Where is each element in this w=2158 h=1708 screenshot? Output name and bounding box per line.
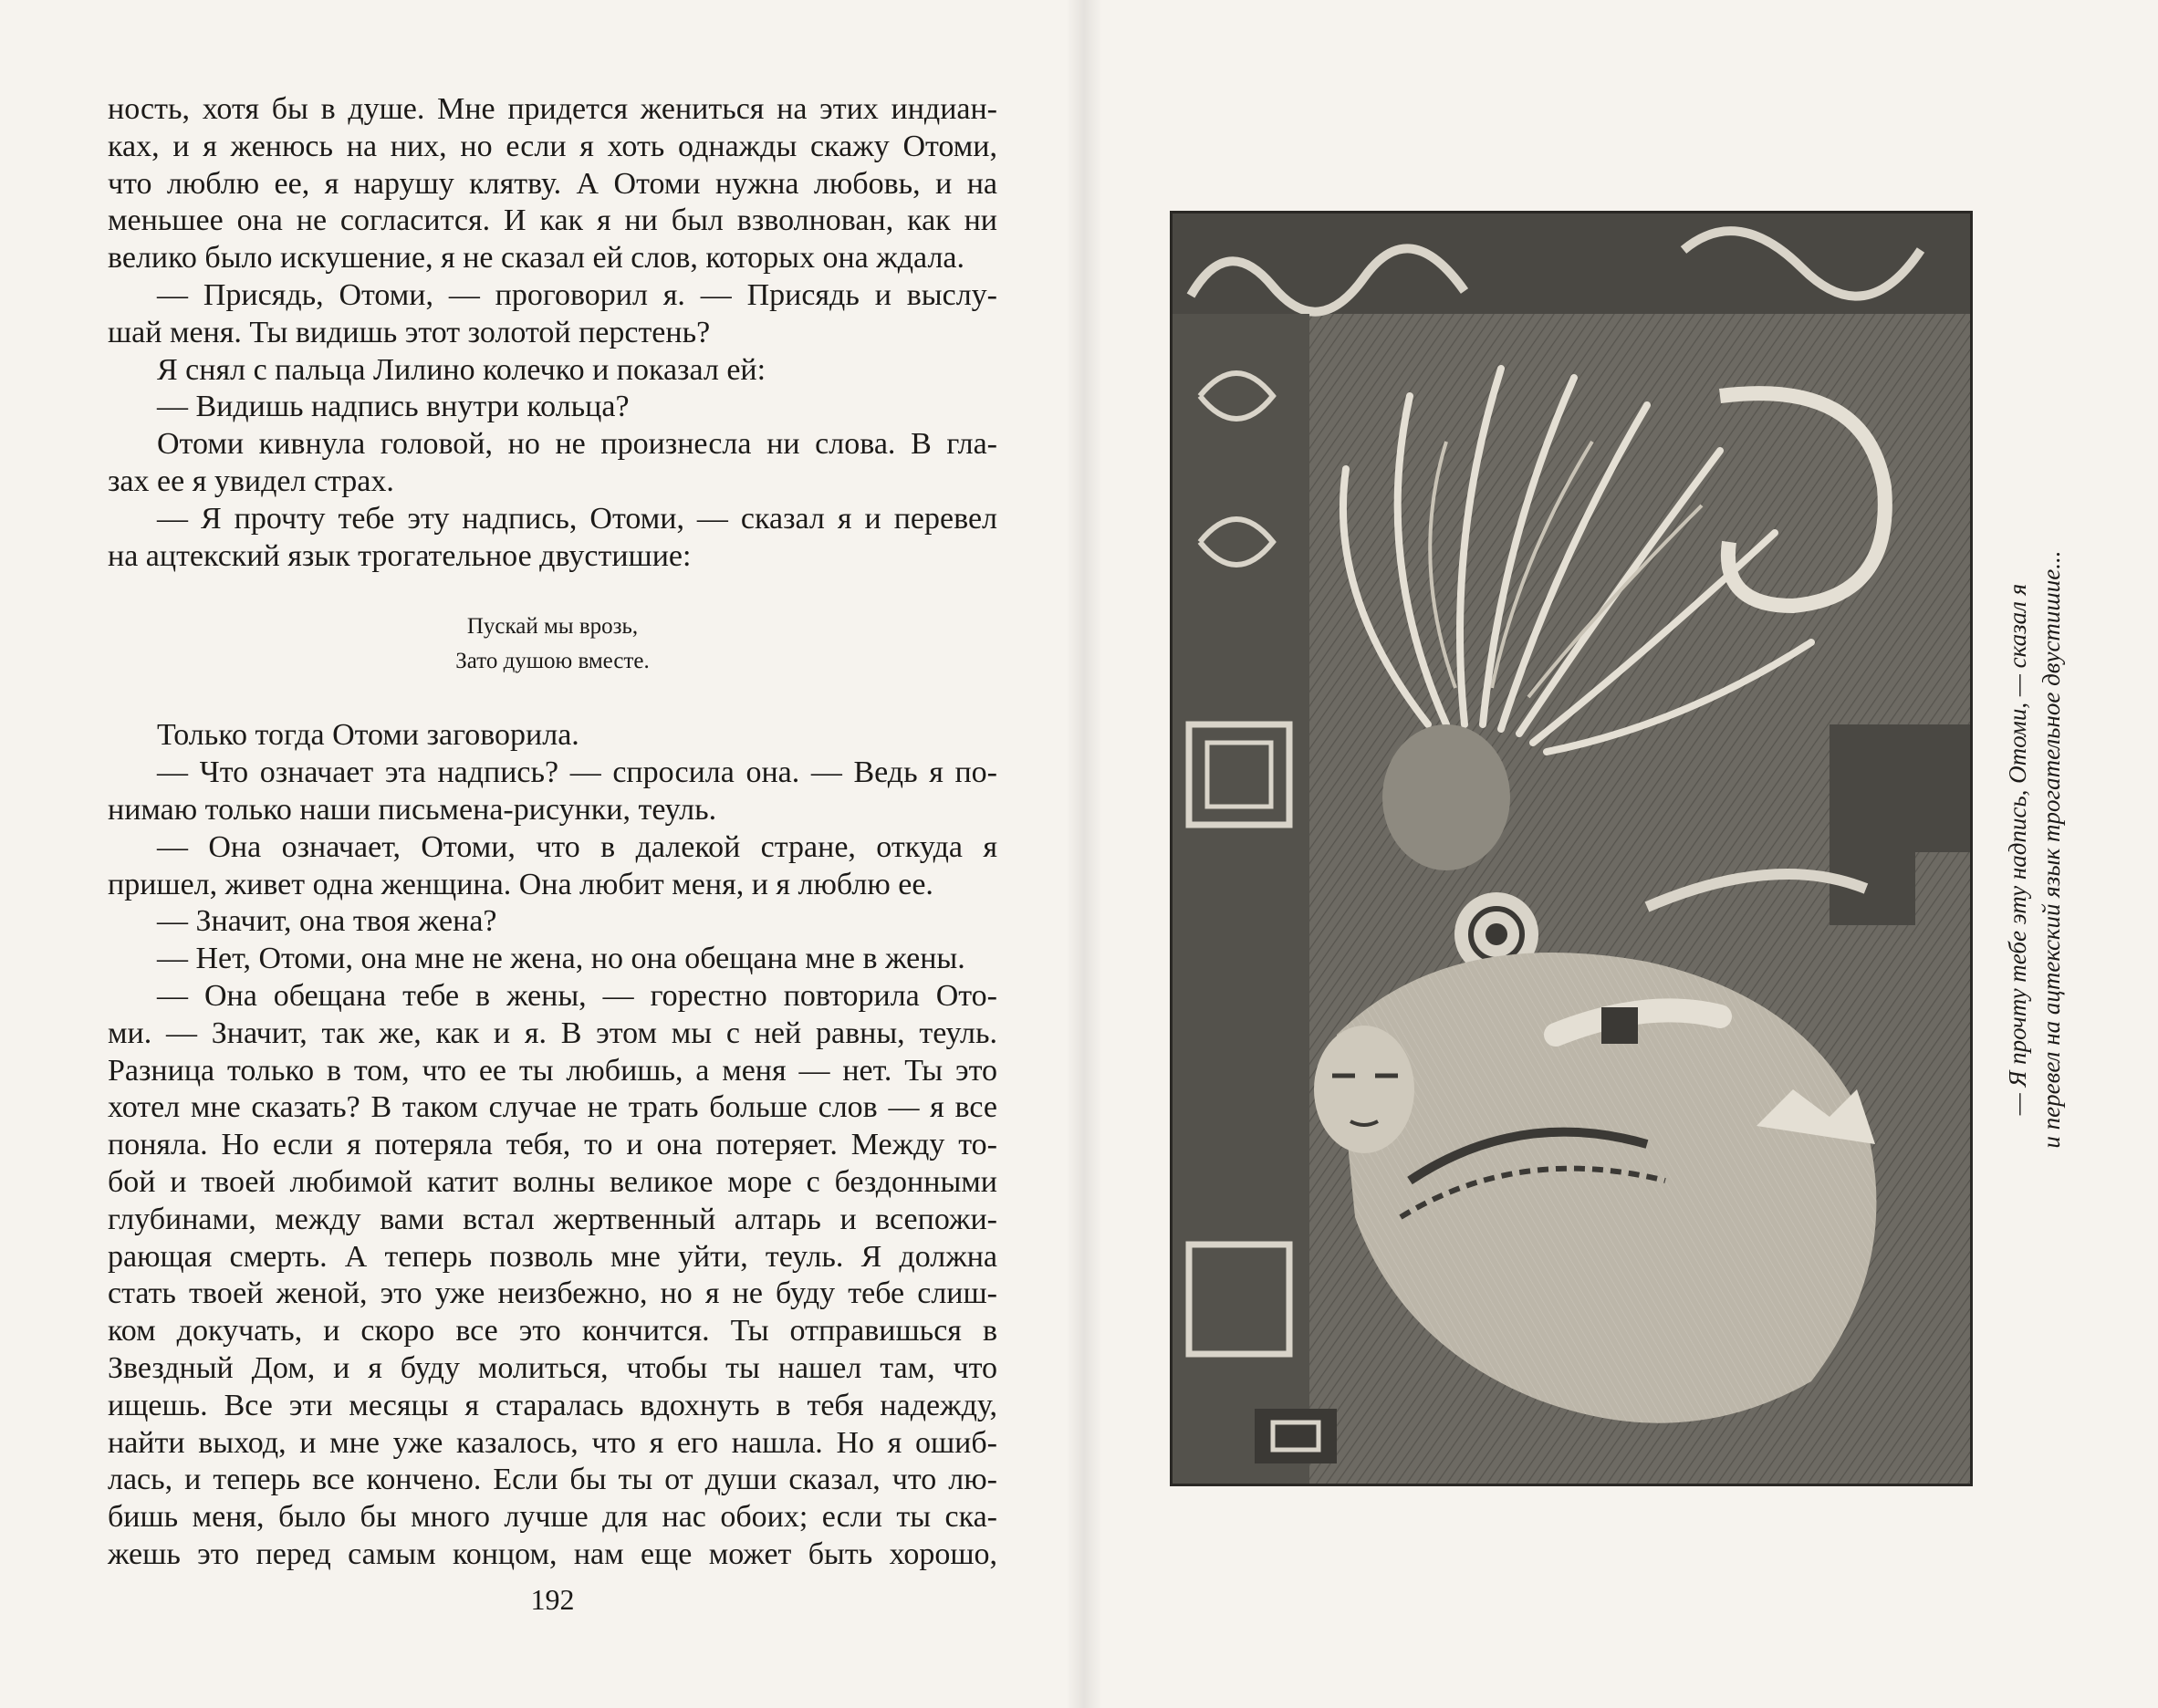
poem-line: Зато душою вместе.	[455, 649, 650, 674]
text-line: что люблю ее, я нарушу клятву. А Отоми нужна любовь, и на	[108, 166, 997, 201]
text-line: шай меня. Ты видишь этот золотой перстень?	[108, 315, 711, 349]
text-line: поняла. Но если я потеряла тебя, то и она потеряет. Между то-	[108, 1128, 997, 1162]
text-line: — Она означает, Отоми, что в далекой стране, откуда я	[157, 829, 997, 864]
text-line: — Значит, она твоя жена?	[157, 904, 497, 939]
text-line: найти выход, и мне уже казалось, что я его нашла. Но я ошиб-	[108, 1425, 997, 1460]
book-gutter	[1066, 0, 1102, 1708]
text-line: велико было искушение, я не сказал ей слов, которых она ждала.	[108, 241, 965, 276]
poem-line: Пускай мы врозь,	[466, 614, 639, 640]
text-line: стать твоей женой, это уже неизбежно, но я не буду тебе слиш-	[108, 1276, 997, 1311]
text-line: бой и твоей любимой катит волны великое море с бездонными	[108, 1164, 997, 1199]
text-line: ищешь. Все эти месяцы я старалась вдохнуть в тебя надежду,	[108, 1388, 997, 1422]
text-line: — Она обещана тебе в жены, — горестно повторила Ото-	[157, 978, 997, 1013]
text-block-top	[108, 91, 997, 575]
text-line: — Что означает эта надпись? — спросила она. — Ведь я по-	[157, 755, 997, 790]
illustration-artwork	[1173, 214, 1970, 1484]
text-line: ках, и я женюсь на них, но если я хоть однажды скажу Отоми,	[108, 129, 997, 163]
poem-couplet	[108, 609, 997, 679]
text-line: бишь меня, было бы много лучше для нас обоих; если ты ска-	[108, 1500, 997, 1535]
text-line: хотел мне сказать? В таком случае не трать больше слов — я все	[108, 1090, 997, 1125]
text-line: Разница только в том, что ее ты любишь, а меня — нет. Ты это	[108, 1053, 997, 1088]
text-line: ми. — Значит, так же, как и я. В этом мы с ней равны, теуль.	[108, 1015, 997, 1050]
text-line: Только тогда Отоми заговорила.	[157, 718, 579, 753]
text-line: Отоми кивнула головой, но не произнесла ни слова. В гла-	[157, 427, 997, 462]
text-line: ность, хотя бы в душе. Мне придется жениться на этих индиан-	[108, 92, 997, 126]
illustration	[1170, 211, 1973, 1486]
text-line: на ацтекский язык трогательное двустишие:	[108, 538, 692, 573]
text-line: Я снял с пальца Лилино колечко и показал ей:	[157, 352, 766, 387]
page-number: 192	[530, 1583, 575, 1616]
text-line: пришел, живет одна женщина. Она любит меня, и я люблю ее.	[108, 867, 933, 901]
text-line: жешь это перед самым концом, нам еще может быть хорошо,	[108, 1536, 997, 1571]
text-line: лась, и теперь все кончено. Если бы ты от души сказал, что лю-	[108, 1463, 997, 1497]
left-page	[108, 91, 997, 1642]
text-line: меньшее она не согласится. И как я ни был взволнован, как ни	[108, 203, 997, 238]
caption-line: — Я прочту тебе эту надпись, Отоми, — сказал я	[2004, 583, 2031, 1116]
text-line: глубинами, между вами встал жертвенный алтарь и всепожи-	[108, 1202, 997, 1236]
text-line: нимаю только наши письмена-рисунки, теуль.	[108, 792, 717, 827]
text-line: — Присядь, Отоми, — проговорил я. — Присядь и выслу-	[157, 277, 997, 312]
text-line: Звездный Дом, и я буду молиться, чтобы ты нашел там, что	[108, 1350, 997, 1385]
text-line: — Я прочту тебе эту надпись, Отоми, — сказал я и перевел	[157, 501, 997, 536]
text-line: — Нет, Отоми, она мне не жена, но она обещана мне в жены.	[157, 942, 965, 976]
text-line: ком докучать, и скоро все это кончится. Ты отправишься в	[108, 1314, 997, 1349]
text-block-bottom	[108, 717, 997, 1573]
caption-line: и перевел на ацтекский язык трогательное двустишие...	[2038, 550, 2065, 1149]
text-line: — Видишь надпись внутри кольца?	[157, 390, 630, 424]
illustration-caption	[1994, 215, 2076, 1484]
text-line: рающая смерть. А теперь позволь мне уйти, теуль. Я должна	[108, 1239, 997, 1274]
text-line: зах ее я увидел страх.	[108, 463, 394, 498]
